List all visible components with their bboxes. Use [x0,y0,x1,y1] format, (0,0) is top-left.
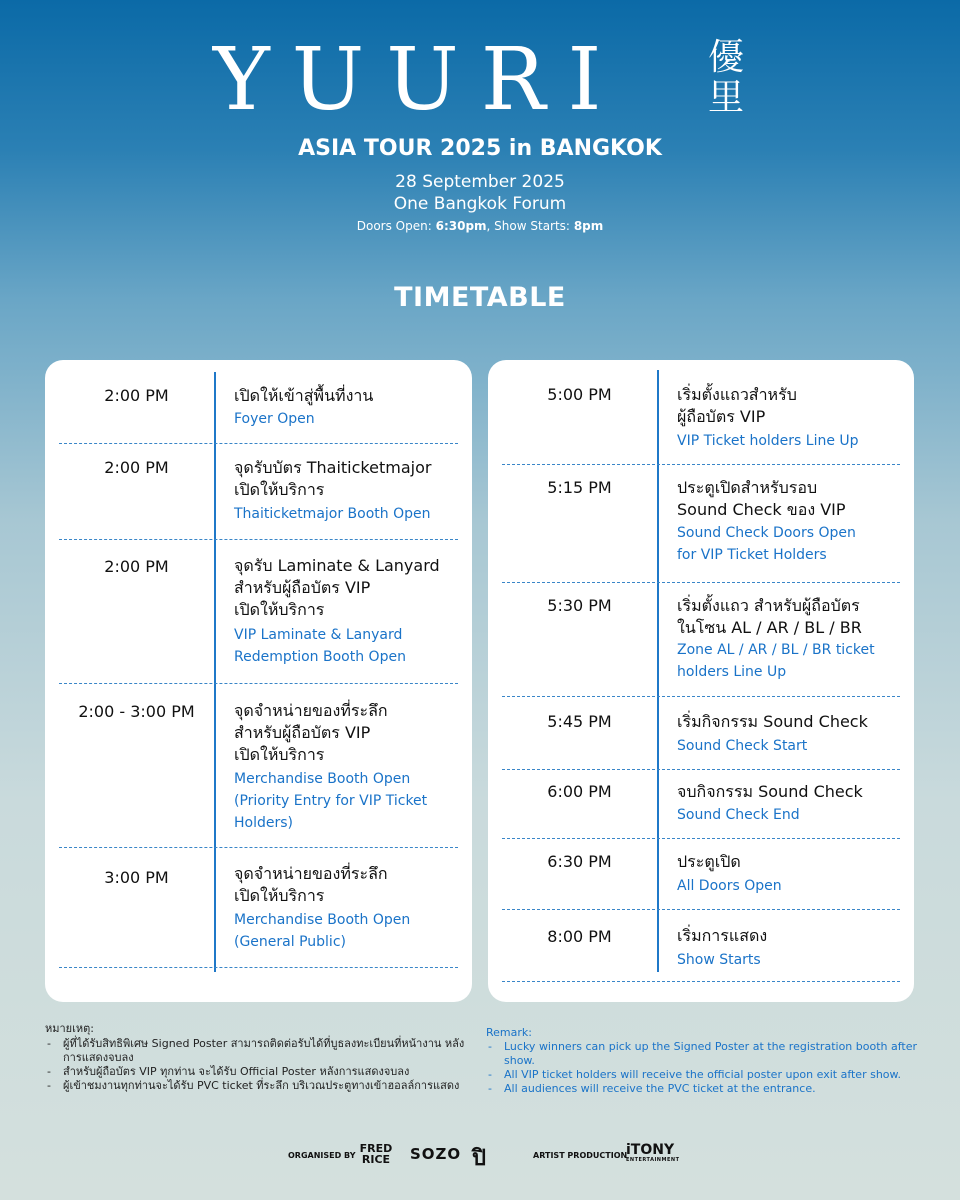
schedule-time: 5:15 PM [547,478,612,497]
schedule-row [502,583,900,697]
schedule-row [502,910,900,982]
schedule-thai: จุดจำหน่ายของที่ระลึก สำหรับผู้ถือบัตร VIP เปิดให้บริการ [234,701,388,764]
schedule-time: 5:00 PM [547,385,612,404]
schedule-time: 3:00 PM [104,868,169,887]
schedule-eng: Merchandise Booth Open (General Public) [234,912,411,950]
remark-item: - All audiences will receive the PVC ticket at the entrance. [486,1082,946,1096]
schedule-row [59,372,458,444]
schedule-time: 2:00 PM [104,557,169,576]
schedule-time: 5:45 PM [547,712,612,731]
doors-info [0,219,960,233]
schedule-time: 5:30 PM [547,596,612,615]
schedule-time: 6:00 PM [547,782,612,801]
schedule-row [59,848,458,968]
schedule-row [59,540,458,684]
event-date: 28 September 2025 [395,172,565,192]
remarks-english [486,1026,946,1096]
schedule-eng: Thaiticketmajor Booth Open [234,506,431,522]
schedule-eng: Show Starts [677,952,761,968]
remarks-english-title: Remark: [486,1026,532,1039]
thai-org-logo: ปิ [472,1145,486,1171]
schedule-time: 8:00 PM [547,927,612,946]
brand-kanji [706,38,746,118]
schedule-thai: เริ่มตั้งแถวสำหรับ ผู้ถือบัตร VIP [677,385,797,426]
schedule-eng: Zone AL / AR / BL / BR ticket holders Line Up [677,642,875,680]
show-label: , Show Starts: [486,219,570,233]
footer-logos [0,1140,960,1174]
kanji-top: 優 [707,37,744,78]
remarks-thai-list [45,1037,475,1093]
schedule-eng: Sound Check Start [677,738,808,754]
schedule-eng: Sound Check End [677,807,800,823]
fred-logo-text: FRED [359,1142,393,1155]
schedule-thai: เริ่มกิจกรรม Sound Check [677,712,868,731]
schedule-thai: เริ่มตั้งแถว สำหรับผู้ถือบัตร ในโซน AL / AR / BL / BR [677,596,862,637]
event-venue: One Bangkok Forum [393,194,567,214]
doors-time: 6:30pm [435,219,487,233]
schedule-eng: Foyer Open [234,411,315,427]
schedule-eng: VIP Ticket holders Line Up [677,433,859,449]
schedule-thai: จบกิจกรรม Sound Check [677,782,863,801]
schedule-row [502,770,900,839]
itony-logo-sub: ENTERTAINMENT [626,1157,680,1163]
schedule-eng: Merchandise Booth Open (Priority Entry for VIP Ticket Holders) [234,771,428,831]
rice-logo-text: RICE [361,1153,391,1166]
brand-title: YUURI [213,30,624,130]
sozo-logo: SOZO [410,1145,462,1163]
schedule-thai: จุดรับ Laminate & Lanyard สำหรับผู้ถือบัตร VIP เปิดให้บริการ [234,556,440,619]
schedule-time: 2:00 - 3:00 PM [78,702,195,721]
itony-logo [626,1144,679,1164]
remark-item: - สำหรับผู้ถือบัตร VIP ทุกท่าน จะได้รับ Official Poster หลังการแสดงจบลง [45,1065,475,1079]
remark-item: - ผู้ที่ได้รับสิทธิพิเศษ Signed Poster สามารถติดต่อรับได้ที่บูธลงทะเบียนที่หน้างาน หลังการแสดงจบลง [45,1037,475,1065]
remarks-thai [45,1022,475,1093]
timetable-title: TIMETABLE [394,282,566,313]
remark-item: - Lucky winners can pick up the Signed Poster at the registration booth after show. [486,1040,946,1068]
remarks-thai-title: หมายเหตุ: [45,1022,94,1035]
artist-production-label: ARTIST PRODUCTION [533,1151,628,1160]
schedule-row [502,839,900,910]
fred-rice-logo [358,1143,394,1165]
schedule-time: 2:00 PM [104,458,169,477]
show-time: 8pm [573,219,604,233]
schedule-thai: เริ่มการแสดง [677,926,768,945]
itony-logo-text: iTONY [626,1142,675,1158]
schedule-eng: All Doors Open [677,878,782,894]
schedule-row [59,444,458,540]
schedule-row [502,697,900,770]
schedule-card-left [45,360,472,1002]
schedule-time: 2:00 PM [104,386,169,405]
schedule-card-right [488,360,914,1002]
schedule-eng: Sound Check Doors Open for VIP Ticket Holders [677,525,856,563]
schedule-row [502,372,900,465]
schedule-row [502,465,900,583]
schedule-thai: จุดจำหน่ายของที่ระลึก เปิดให้บริการ [234,864,388,905]
schedule-time: 6:30 PM [547,852,612,871]
kanji-bottom: 里 [707,77,744,118]
organised-by-label: ORGANISED BY [288,1151,356,1160]
schedule-thai: ประตูเปิดสำหรับรอบ Sound Check ของ VIP [677,478,846,519]
schedule-row [59,684,458,848]
doors-label: Doors Open: [356,219,432,233]
poster-header [0,0,960,313]
schedule-thai: ประตูเปิด [677,852,741,871]
tour-subtitle: ASIA TOUR 2025 in BANGKOK [298,136,662,161]
remarks-english-list [486,1040,946,1096]
schedule-thai: จุดรับบัตร Thaiticketmajor เปิดให้บริการ [234,458,432,499]
schedule-thai: เปิดให้เข้าสู่พื้นที่งาน [234,386,374,405]
schedule-eng: VIP Laminate & Lanyard Redemption Booth Open [234,627,406,665]
remark-item: - All VIP ticket holders will receive the official poster upon exit after show. [486,1068,946,1082]
remark-item: - ผู้เข้าชมงานทุกท่านจะได้รับ PVC ticket ที่ระลึก บริเวณประตูทางเข้าฮอลล์การแสดง [45,1079,475,1093]
